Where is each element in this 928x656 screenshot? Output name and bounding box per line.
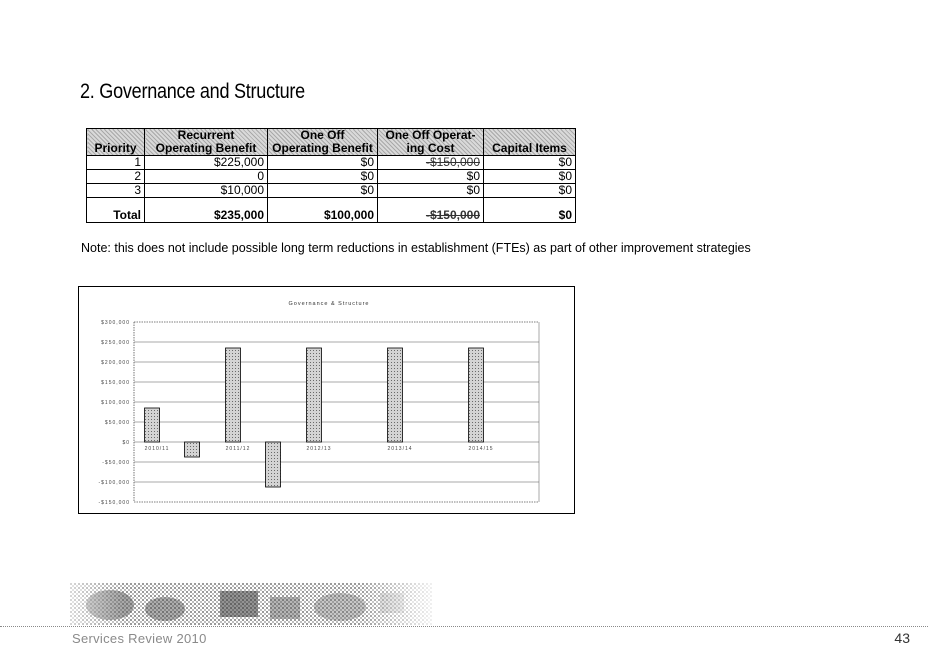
table-total-row: [87, 198, 576, 223]
table-cell: 2: [87, 170, 145, 184]
table-cell: $10,000: [145, 184, 268, 198]
chart-bar: [226, 348, 241, 442]
table-cell: 0: [145, 170, 268, 184]
chart-bar: [388, 348, 403, 442]
table-row: [87, 184, 576, 198]
table-cell: $100,000: [268, 198, 378, 223]
table-cell: $0: [268, 184, 378, 198]
column-header-one-off-operating-benefit: One Off Operating Benefit: [268, 129, 378, 156]
section-heading: 2. Governance and Structure: [80, 80, 305, 103]
y-tick-label: -$150,000: [98, 500, 130, 506]
table-cell: $0: [378, 170, 484, 184]
table-cell: 3: [87, 184, 145, 198]
table-cell: $235,000: [145, 198, 268, 223]
table-cell: $0: [484, 170, 576, 184]
y-tick-label: $250,000: [101, 340, 130, 346]
column-header-capital-items: Capital Items: [484, 129, 576, 156]
column-header-recurrent-operating-benefit: Recurrent Operating Benefit: [145, 129, 268, 156]
table-cell: $0: [484, 156, 576, 170]
chart-bars: [145, 348, 484, 487]
page-number: 43: [894, 630, 910, 646]
chart-title: Governance & Structure: [288, 301, 370, 307]
chart-bar: [307, 348, 322, 442]
table-row: [87, 170, 576, 184]
x-tick-label: 2012/13: [306, 446, 332, 452]
table-cell: $0: [268, 156, 378, 170]
table-cell: $0: [268, 170, 378, 184]
table-cell: $0: [378, 184, 484, 198]
x-tick-label: 2013/14: [387, 446, 413, 452]
y-tick-label: $150,000: [101, 380, 130, 386]
x-tick-label: 2011/12: [225, 446, 251, 452]
column-header-one-off-operating-cost: One Off Operat-ing Cost: [378, 129, 484, 156]
table-cell: $0: [484, 198, 576, 223]
priority-table: [86, 128, 576, 223]
chart-bar: [145, 408, 160, 442]
y-tick-label: $300,000: [101, 320, 130, 326]
governance-structure-chart: [79, 287, 574, 513]
table-header-row: [87, 129, 576, 156]
table-cell: $0: [484, 184, 576, 198]
table-cell: -$150,000: [378, 156, 484, 170]
footer-banner-image: [70, 583, 432, 625]
chart-bar: [185, 442, 200, 457]
footer-divider: [0, 626, 928, 627]
table-row: [87, 156, 576, 170]
x-tick-label: 2010/11: [144, 446, 170, 452]
x-tick-label: 2014/15: [468, 446, 494, 452]
chart-bar: [266, 442, 281, 487]
chart-bar: [469, 348, 484, 442]
y-tick-label: $0: [122, 440, 130, 446]
chart-frame: [78, 286, 575, 514]
y-axis-ticks: [98, 320, 130, 506]
table-cell: Total: [87, 198, 145, 223]
note-text: Note: this does not include possible long term reductions in establishment (FTEs) as part of other improvement strategies: [81, 241, 751, 255]
y-tick-label: -$50,000: [102, 460, 130, 466]
table-cell: $225,000: [145, 156, 268, 170]
table-cell: 1: [87, 156, 145, 170]
footer-title: Services Review 2010: [72, 631, 207, 646]
y-tick-label: $200,000: [101, 360, 130, 366]
y-tick-label: $100,000: [101, 400, 130, 406]
y-tick-label: -$100,000: [98, 480, 130, 486]
column-header-priority: Priority: [87, 129, 145, 156]
y-tick-label: $50,000: [104, 420, 130, 426]
table-cell: -$150,000: [378, 198, 484, 223]
